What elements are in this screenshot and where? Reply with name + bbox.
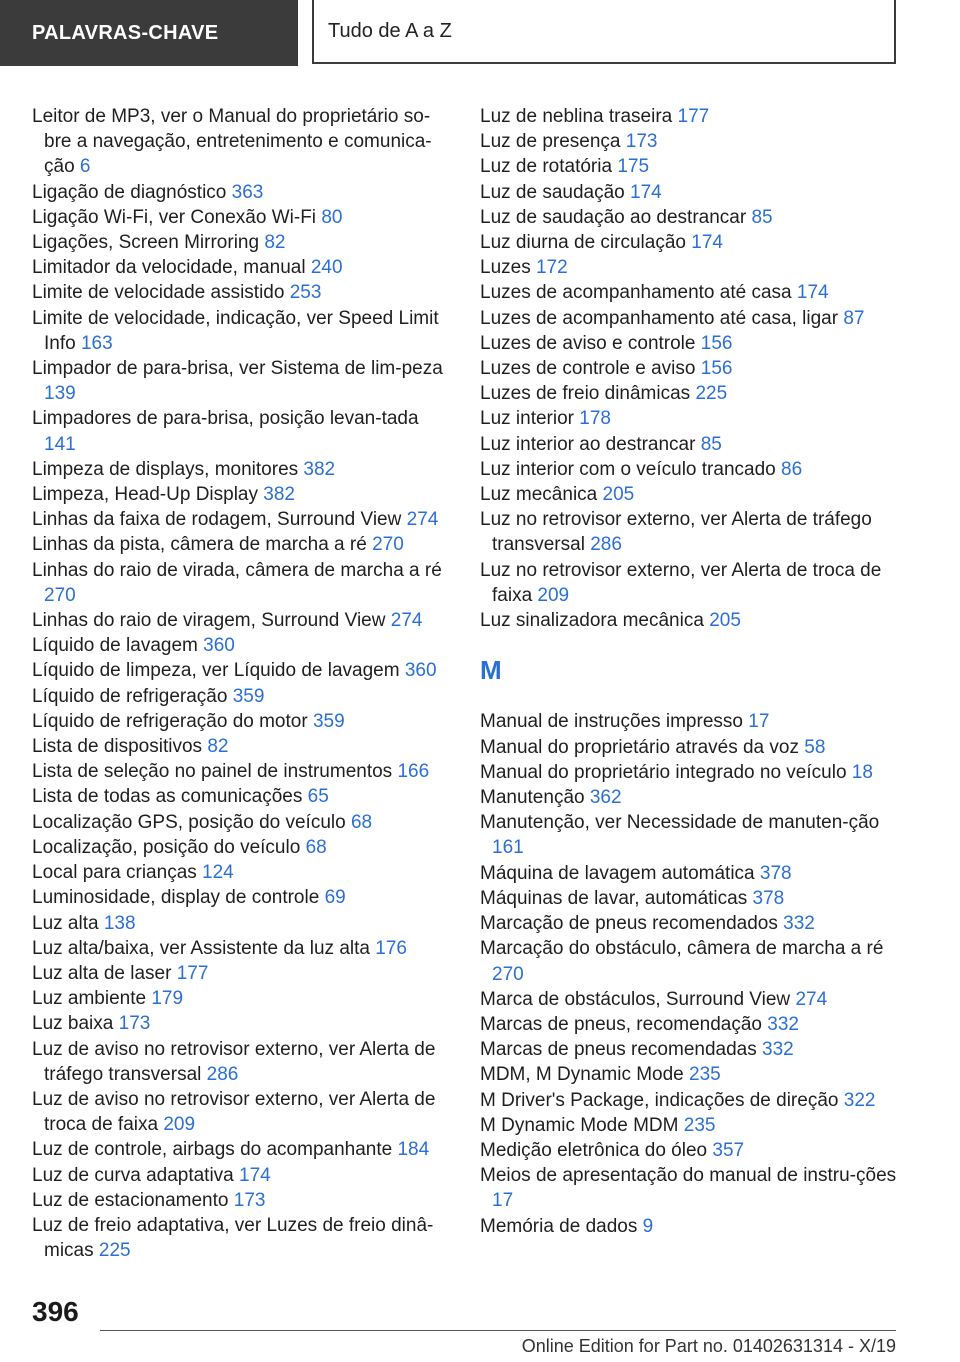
index-entry — [480, 861, 900, 886]
page-link[interactable]: 69 — [324, 887, 346, 909]
index-entry — [32, 406, 444, 456]
index-entry — [480, 911, 900, 936]
page-link[interactable]: 332 — [762, 1039, 794, 1061]
index-entry — [480, 306, 900, 331]
entry-term: Marcação de pneus recomendados — [480, 913, 778, 935]
entry-term: Líquido de limpeza, ver Líquido de lavagem — [32, 660, 400, 682]
entry-term: Limpeza de displays, monitores — [32, 458, 299, 480]
index-entry — [32, 784, 444, 809]
page-link[interactable]: 68 — [305, 836, 327, 858]
page-link[interactable]: 124 — [202, 862, 234, 884]
page-link[interactable]: 235 — [689, 1064, 721, 1086]
entry-term: Medição eletrônica do óleo — [480, 1139, 708, 1161]
index-entry — [480, 1062, 900, 1087]
page-link[interactable]: 205 — [602, 484, 635, 506]
entry-term: Luzes de acompanhamento até casa, ligar — [480, 307, 839, 329]
page-link[interactable]: 286 — [206, 1063, 239, 1085]
index-entry — [32, 180, 444, 205]
index-entry — [480, 230, 900, 255]
index-entry — [480, 558, 900, 608]
page-link[interactable]: 163 — [80, 332, 113, 354]
index-entry — [32, 558, 444, 608]
page-link[interactable]: 141 — [44, 433, 76, 455]
entry-term: Luz interior ao destrancar — [480, 433, 696, 455]
index-entry — [32, 734, 444, 759]
entry-term: Marcas de pneus, recomendação — [480, 1013, 762, 1035]
index-entry — [480, 1138, 900, 1163]
index-entry — [32, 860, 444, 885]
index-entry — [32, 356, 444, 406]
entry-term: Líquido de refrigeração do motor — [32, 710, 308, 732]
entry-term: Luz de freio adaptativa, ver Luzes de freio dinâ-micas — [32, 1214, 434, 1262]
entry-term: Luz de controle, airbags do acompanhante — [32, 1139, 393, 1161]
entry-term: Manual do proprietário através da voz — [480, 736, 799, 758]
entry-term: Luz de saudação — [480, 181, 625, 203]
entry-term: Linhas do raio de viragem, Surround View — [32, 610, 386, 632]
entry-term: Luz de saudação ao destrancar — [480, 206, 747, 228]
entry-term: Luz no retrovisor externo, ver Alerta de tráfego transversal — [480, 509, 872, 556]
index-entry — [32, 1137, 444, 1162]
entry-term: Luminosidade, display de controle — [32, 887, 320, 909]
page-link[interactable]: 173 — [233, 1189, 266, 1211]
page-link[interactable]: 138 — [103, 912, 136, 934]
index-entry — [480, 1088, 900, 1113]
page-link[interactable]: 174 — [796, 282, 829, 304]
index-entry — [480, 432, 900, 457]
chapter-title: Tudo de A a Z — [312, 0, 896, 64]
entry-term: Localização GPS, posição do veículo — [32, 811, 346, 833]
edition-note: Online Edition for Part no. 01402631314 - X/19 — [521, 1336, 896, 1356]
entry-term: Luz interior com o veículo trancado — [480, 458, 776, 480]
index-entry — [32, 1087, 444, 1137]
page-link[interactable]: 173 — [118, 1013, 151, 1035]
entry-term: Luz interior — [480, 408, 574, 430]
page-link[interactable]: 18 — [851, 761, 873, 783]
entry-term: Manual de instruções impresso — [480, 711, 743, 733]
page-link[interactable]: 82 — [207, 736, 229, 758]
page-link[interactable]: 225 — [98, 1240, 131, 1262]
entry-term: Limite de velocidade assistido — [32, 282, 285, 304]
index-entry — [480, 154, 900, 179]
page-link[interactable]: 332 — [767, 1013, 799, 1035]
page-link[interactable]: 65 — [307, 786, 329, 808]
entry-term: Linhas do raio de virada, câmera de marcha a ré — [32, 559, 442, 581]
page-link[interactable]: 274 — [390, 610, 423, 632]
entry-term: Luz sinalizadora mecânica — [480, 610, 704, 632]
index-entry — [32, 104, 444, 180]
page-link[interactable]: 363 — [231, 181, 264, 203]
entry-term: Limpeza, Head-Up Display — [32, 484, 258, 506]
index-entry — [32, 457, 444, 482]
entry-term: MDM, M Dynamic Mode — [480, 1064, 684, 1086]
page-link[interactable]: 173 — [625, 131, 658, 153]
page-link[interactable]: 270 — [44, 584, 76, 606]
section-tab[interactable]: PALAVRAS-CHAVE — [0, 0, 298, 66]
index-entry — [32, 684, 444, 709]
index-entry — [480, 129, 900, 154]
page-link[interactable]: 161 — [492, 837, 524, 859]
index-entry — [32, 608, 444, 633]
index-entry — [32, 205, 444, 230]
index-entry — [32, 759, 444, 784]
index-entry — [32, 507, 444, 532]
index-entry — [480, 280, 900, 305]
entry-term: Linhas da pista, câmera de marcha a ré — [32, 534, 367, 556]
index-entry — [32, 1037, 444, 1087]
index-entry — [480, 180, 900, 205]
entry-term: Luzes de freio dinâmicas — [480, 383, 691, 405]
page-link[interactable]: 177 — [176, 962, 209, 984]
entry-term: Marcação do obstáculo, câmera de marcha a ré — [480, 938, 884, 960]
page-link[interactable]: 378 — [759, 862, 792, 884]
page-link[interactable]: 209 — [537, 584, 570, 606]
index-entry — [480, 381, 900, 406]
page-link[interactable]: 85 — [751, 206, 773, 228]
index-entry — [32, 1213, 444, 1263]
page-link[interactable]: 240 — [310, 257, 343, 279]
index-entry — [480, 785, 900, 810]
page-link[interactable]: 6 — [79, 156, 91, 178]
page-link[interactable]: 332 — [783, 913, 815, 935]
index-entry — [32, 658, 444, 683]
index-entry — [480, 1113, 900, 1138]
page-link[interactable]: 68 — [350, 811, 373, 833]
page-link[interactable]: 362 — [589, 787, 622, 809]
entry-term: Luz mecânica — [480, 484, 598, 506]
entry-term: Luz alta de laser — [32, 962, 172, 984]
entry-term: Linhas da faixa de rodagem, Surround View — [32, 509, 402, 531]
page-link[interactable]: 166 — [397, 761, 430, 783]
page-link[interactable]: 174 — [691, 232, 723, 254]
index-entry — [32, 633, 444, 658]
entry-term: Ligação Wi-Fi, ver Conexão Wi-Fi — [32, 206, 317, 228]
page-link[interactable]: 174 — [630, 181, 662, 203]
index-entry — [32, 936, 444, 961]
page-link[interactable]: 274 — [795, 988, 828, 1010]
page-link[interactable]: 253 — [289, 282, 322, 304]
index-column-left — [32, 104, 444, 1263]
page-link[interactable]: 359 — [232, 685, 265, 707]
index-entry — [480, 406, 900, 431]
entry-term: Leitor de MP3, ver o Manual do proprietário so-bre a navegação, entretenimento e comunica-ção — [32, 106, 432, 178]
index-entry — [32, 1163, 444, 1188]
page-link[interactable]: 177 — [677, 106, 710, 127]
index-entry — [32, 810, 444, 835]
index-entry — [32, 280, 444, 305]
page-link[interactable]: 270 — [372, 534, 404, 556]
entry-term: Memória de dados — [480, 1215, 638, 1237]
page-link[interactable]: 382 — [303, 458, 336, 480]
entry-term: Luz diurna de circulação — [480, 232, 686, 254]
page-link[interactable]: 378 — [752, 887, 785, 909]
index-entry — [480, 331, 900, 356]
index-entry — [480, 709, 900, 734]
page-link[interactable]: 322 — [843, 1089, 876, 1111]
index-entry — [32, 532, 444, 557]
index-entry — [480, 735, 900, 760]
index-column-right — [480, 104, 900, 1239]
entry-term: Luzes de controle e aviso — [480, 358, 696, 380]
entry-term: Marcas de pneus recomendadas — [480, 1039, 757, 1061]
entry-term: Luz de curva adaptativa — [32, 1164, 234, 1186]
entry-term: Localização, posição do veículo — [32, 836, 301, 858]
entry-term: Manual do proprietário integrado no veículo — [480, 761, 847, 783]
index-entry — [32, 835, 444, 860]
entry-term: Luz alta — [32, 912, 99, 934]
entry-term: Luz alta/baixa, ver Assistente da luz alta — [32, 937, 370, 959]
entry-term: Luz ambiente — [32, 988, 147, 1010]
index-entry — [480, 1012, 900, 1037]
index-entry — [32, 306, 444, 356]
index-entry — [32, 911, 444, 936]
page-link[interactable]: 156 — [700, 358, 733, 380]
page-link[interactable]: 9 — [642, 1215, 654, 1237]
entry-term: Luz de aviso no retrovisor externo, ver Alerta de troca de faixa — [32, 1088, 436, 1136]
page-link[interactable]: 205 — [709, 610, 741, 632]
entry-term: Meios de apresentação do manual de instru-ções — [480, 1165, 897, 1187]
entry-term: Ligação de diagnóstico — [32, 181, 227, 203]
index-group-l — [480, 104, 900, 633]
entry-term: Ligações, Screen Mirroring — [32, 232, 260, 254]
page-link[interactable]: 17 — [492, 1190, 514, 1212]
page-link[interactable]: 179 — [151, 988, 184, 1010]
entry-term: Luzes — [480, 257, 531, 279]
entry-term: Limitador da velocidade, manual — [32, 257, 306, 279]
page-link[interactable]: 235 — [683, 1114, 716, 1136]
entry-term: Luz de aviso no retrovisor externo, ver Alerta de tráfego transversal — [32, 1038, 436, 1085]
index-entry — [480, 205, 900, 230]
entry-term: Líquido de lavagem — [32, 635, 198, 657]
index-entry — [32, 1188, 444, 1213]
index-entry — [480, 1163, 900, 1213]
index-entry — [32, 255, 444, 280]
section-letter-m: M — [480, 655, 502, 686]
page-header — [0, 0, 960, 66]
entry-term: Limite de velocidade, indicação, ver Speed Limit Info — [32, 307, 439, 354]
entry-term: M Dynamic Mode MDM — [480, 1114, 679, 1136]
page-link[interactable]: 58 — [804, 736, 826, 758]
index-entry — [32, 709, 444, 734]
index-entry — [32, 482, 444, 507]
entry-term: Marca de obstáculos, Surround View — [480, 988, 791, 1010]
entry-term: Manutenção — [480, 787, 585, 809]
index-entry — [480, 810, 900, 860]
page-link[interactable]: 17 — [748, 711, 770, 733]
page-link[interactable]: 80 — [321, 206, 343, 228]
entry-term: Luz baixa — [32, 1013, 114, 1035]
index-entry — [480, 507, 900, 557]
index-entry — [480, 886, 900, 911]
entry-term: Luzes de acompanhamento até casa — [480, 282, 792, 304]
entry-term: Lista de dispositivos — [32, 736, 203, 758]
index-entry — [32, 1011, 444, 1036]
index-entry — [480, 1037, 900, 1062]
index-entry — [480, 255, 900, 280]
entry-term: Luz de presença — [480, 131, 621, 153]
page-link[interactable]: 85 — [700, 433, 722, 455]
entry-term: Lista de seleção no painel de instrumentos — [32, 761, 393, 783]
page-link[interactable]: 178 — [579, 408, 611, 430]
page-link[interactable]: 360 — [404, 660, 437, 682]
page-link[interactable]: 87 — [843, 307, 865, 329]
page-link[interactable]: 86 — [781, 458, 803, 480]
index-entry — [32, 961, 444, 986]
entry-term: Luzes de aviso e controle — [480, 332, 696, 354]
page-link[interactable]: 176 — [375, 937, 407, 959]
entry-term: Manutenção, ver Necessidade de manuten-ção — [480, 812, 880, 834]
entry-term: Luz no retrovisor externo, ver Alerta de troca de faixa — [480, 559, 882, 606]
entry-term: Luz de estacionamento — [32, 1189, 229, 1211]
entry-term: Luz de neblina traseira — [480, 106, 673, 127]
page-link[interactable]: 360 — [203, 635, 235, 657]
footer-divider — [100, 1330, 896, 1331]
page-link[interactable]: 286 — [590, 534, 622, 556]
page-link[interactable]: 175 — [617, 156, 650, 178]
page-link[interactable]: 139 — [44, 383, 76, 405]
page-link[interactable]: 357 — [712, 1139, 745, 1161]
entry-term: M Driver's Package, indicações de direção — [480, 1089, 839, 1111]
index-entry — [480, 356, 900, 381]
page-link[interactable]: 382 — [263, 484, 295, 506]
page-link[interactable]: 82 — [264, 232, 286, 254]
index-group-m — [480, 709, 900, 1238]
page-link[interactable]: 184 — [397, 1139, 430, 1161]
index-entry — [480, 104, 900, 129]
page-link[interactable]: 172 — [535, 257, 568, 279]
page-link[interactable]: 156 — [700, 332, 733, 354]
entry-term: Líquido de refrigeração — [32, 685, 228, 707]
index-entry — [480, 987, 900, 1012]
page-link[interactable]: 174 — [239, 1164, 271, 1186]
entry-term: Luz de rotatória — [480, 156, 613, 178]
page-link[interactable]: 209 — [163, 1114, 196, 1136]
index-entry — [32, 986, 444, 1011]
page-link[interactable]: 225 — [695, 383, 728, 405]
entry-term: Limpador de para-brisa, ver Sistema de lim-peza — [32, 358, 443, 380]
index-entry — [480, 1214, 900, 1239]
entry-term: Máquinas de lavar, automáticas — [480, 887, 748, 909]
index-entry — [480, 482, 900, 507]
index-entry — [32, 230, 444, 255]
index-entry — [480, 936, 900, 986]
entry-term: Local para crianças — [32, 862, 197, 884]
page-link[interactable]: 359 — [312, 710, 345, 732]
entry-term: Máquina de lavagem automática — [480, 862, 755, 884]
index-entry — [480, 760, 900, 785]
page-link[interactable]: 274 — [406, 509, 439, 531]
index-entry — [32, 885, 444, 910]
entry-term: Limpadores de para-brisa, posição levan-tada — [32, 408, 419, 430]
index-entry — [480, 457, 900, 482]
page-number: 396 — [32, 1296, 79, 1327]
page-link[interactable]: 270 — [492, 963, 524, 985]
index-entry — [480, 608, 900, 633]
entry-term: Lista de todas as comunicações — [32, 786, 303, 808]
